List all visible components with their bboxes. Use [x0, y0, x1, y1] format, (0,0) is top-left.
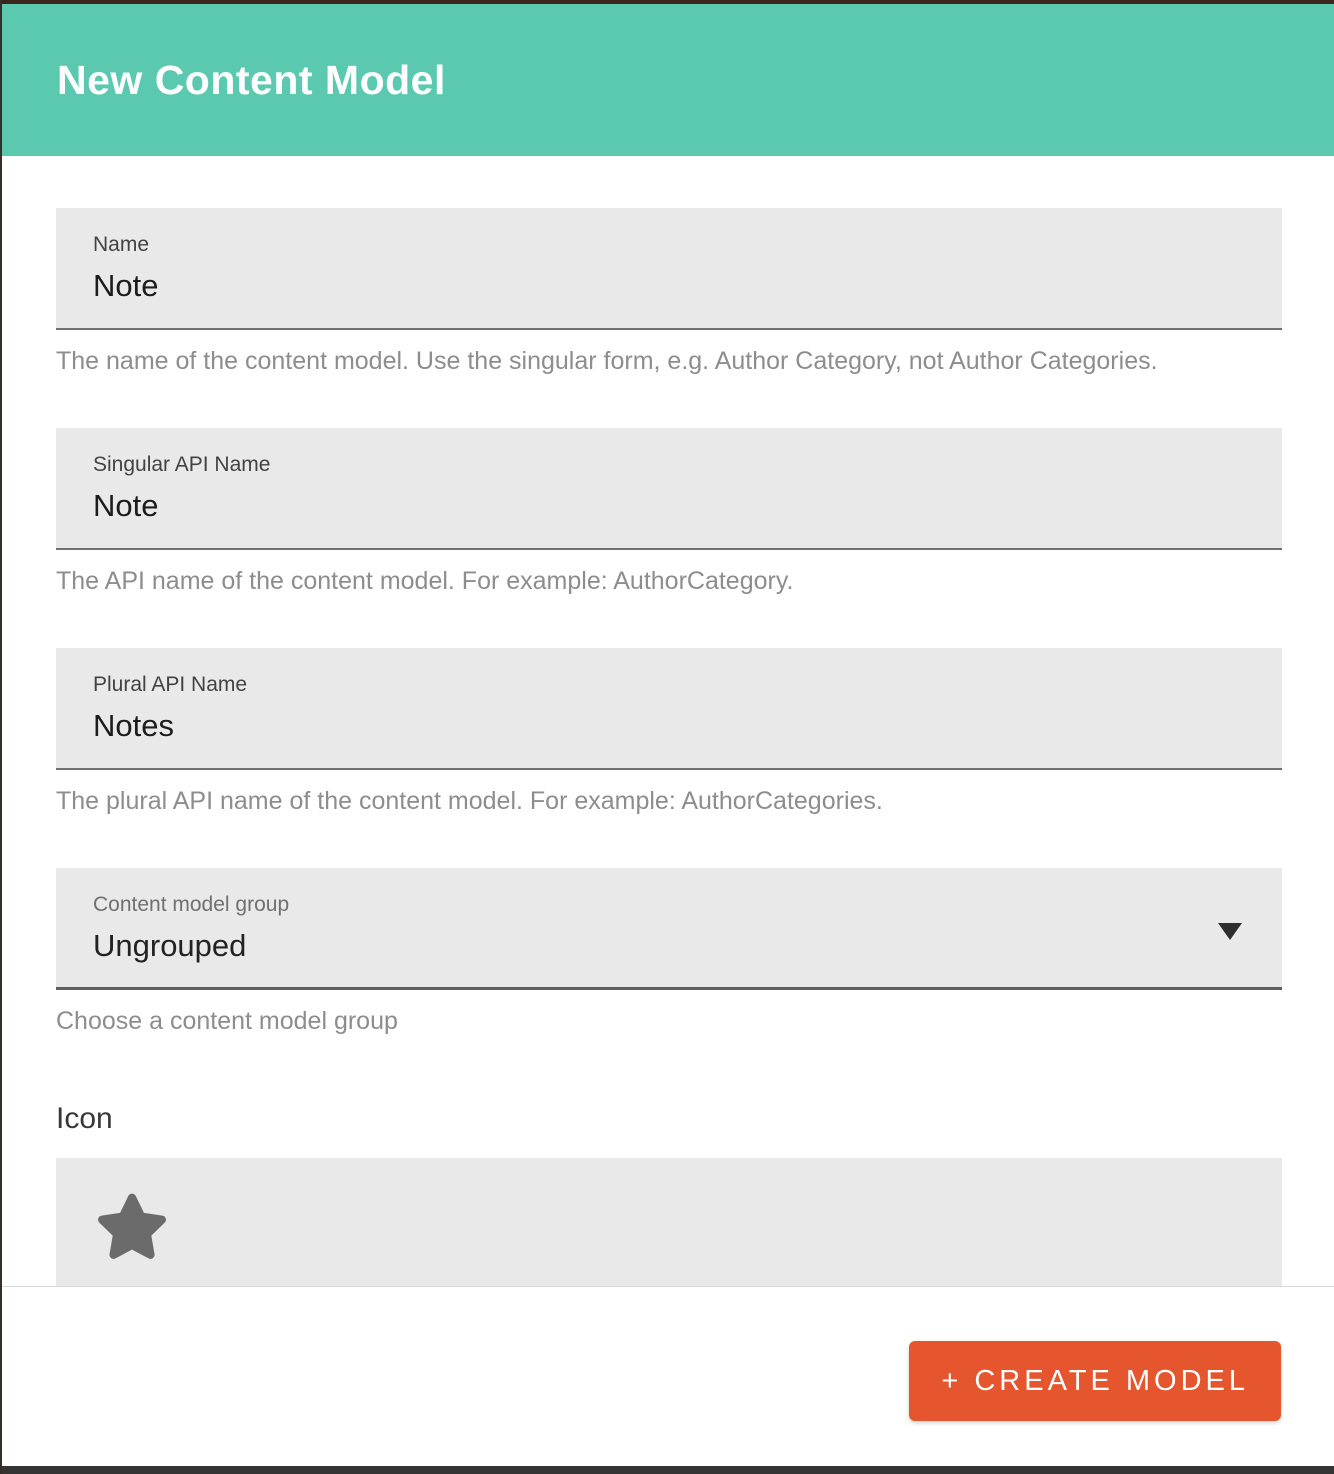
content-model-group-value: Ungrouped — [93, 928, 247, 963]
plural-api-name-helper-text: The plural API name of the content model. For example: AuthorCategories. — [56, 787, 883, 815]
plural-api-name-field[interactable] — [56, 648, 1282, 770]
singular-api-name-helper-text: The API name of the content model. For example: AuthorCategory. — [56, 567, 794, 595]
content-model-group-label: Content model group — [93, 893, 290, 916]
icon-picker-field[interactable] — [56, 1158, 1282, 1286]
content-model-group-block — [56, 868, 1282, 1036]
content-model-group-helper-text: Choose a content model group — [56, 1007, 398, 1035]
singular-api-name-field-block — [56, 428, 1282, 596]
backdrop-bottom-strip — [0, 1466, 1334, 1474]
content-model-group-select[interactable] — [56, 868, 1282, 990]
singular-api-name-field-label: Singular API Name — [93, 453, 271, 476]
name-field[interactable] — [56, 208, 1282, 330]
plural-api-name-field-label: Plural API Name — [93, 673, 248, 696]
singular-api-name-input[interactable] — [93, 488, 1223, 524]
name-field-block — [56, 208, 1282, 376]
dialog-footer — [0, 1286, 1334, 1466]
icon-section-heading: Icon — [56, 1102, 113, 1135]
plural-api-name-input[interactable] — [93, 708, 1223, 744]
chevron-down-icon — [1218, 923, 1242, 940]
plural-api-name-field-block — [56, 648, 1282, 816]
dialog-header — [0, 4, 1334, 156]
star-icon — [95, 1193, 169, 1260]
dialog-title: New Content Model — [57, 56, 446, 103]
name-input[interactable] — [93, 268, 1223, 304]
name-field-label: Name — [93, 233, 150, 256]
name-helper-text: The name of the content model. Use the singular form, e.g. Author Category, not Author Categories. — [56, 347, 1158, 375]
create-model-button[interactable]: + CREATE MODEL — [909, 1341, 1281, 1421]
dialog-content — [0, 156, 1334, 1286]
window-left-edge — [0, 0, 2, 1474]
singular-api-name-field[interactable] — [56, 428, 1282, 550]
